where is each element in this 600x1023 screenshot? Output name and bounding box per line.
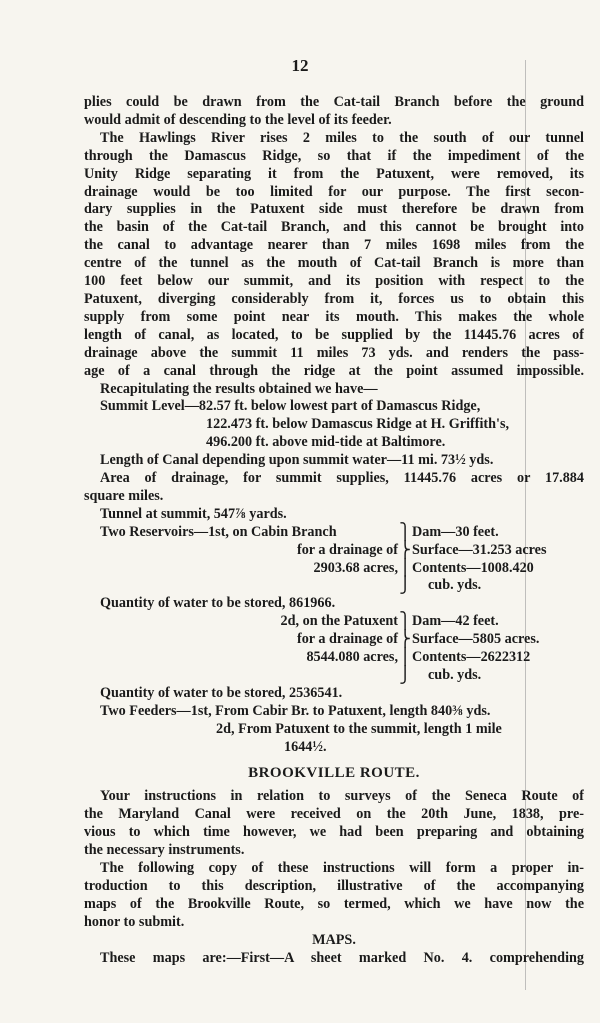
text-line: Recapitulating the results obtained we have— xyxy=(100,380,378,397)
quantity-line: Quantity of water to be stored, 2536541. xyxy=(100,684,343,701)
reservoir-1-stat: cub. yds. xyxy=(428,577,482,594)
text-line: the Maryland Canal were received on the 20th June, 1838, pre- xyxy=(84,806,584,823)
text-line: honor to submit. xyxy=(84,913,185,930)
text-line: supply from some point near its mouth. This makes the whole xyxy=(84,308,584,325)
quantity-line: Quantity of water to be stored, 861966. xyxy=(100,595,336,612)
reservoir-1-stat: Contents—1008.420 xyxy=(412,559,534,576)
tunnel-line: Tunnel at summit, 547⅞ yards. xyxy=(100,505,287,522)
reservoir-1-stat: Dam—30 feet. xyxy=(412,523,499,540)
summit-level-line: 122.473 ft. below Damascus Ridge at H. Griffith's, xyxy=(206,416,510,433)
text-line: would admit of descending to the level of its feeder. xyxy=(84,111,392,128)
feeder-line: 2d, From Patuxent to the summit, length 1 mile xyxy=(216,720,502,737)
text-line: These maps are:—First—A sheet marked No. 4. comprehending xyxy=(100,949,584,966)
reservoir-2-stat: Dam—42 feet. xyxy=(412,613,499,630)
text-line: age of a canal through the ridge at the point assumed impossible. xyxy=(84,362,584,379)
text-line: plies could be drawn from the Cat-tail Branch before the ground xyxy=(84,94,584,110)
reservoir-2-detail: 8544.080 acres, xyxy=(306,649,398,666)
text-line: length of canal, as located, to be supplied by the 11445.76 acres of xyxy=(84,326,584,343)
text-line: the necessary instruments. xyxy=(84,842,245,859)
text-line: drainage would be too limited for our purpose. The first secon- xyxy=(84,183,584,200)
summit-level-line: Summit Level—82.57 ft. below lowest part of Damascus Ridge, xyxy=(100,398,481,415)
text-line: Unity Ridge separating it from the Patuxent, were removed, its xyxy=(84,165,584,182)
reservoir-1-label: Two Reservoirs—1st, on Cabin Branch xyxy=(100,523,337,540)
text-line: dary supplies in the Patuxent side must therefore be drawn from xyxy=(84,201,584,218)
text-line: the basin of the Cat-tail Branch, and this cannot be brought into xyxy=(84,219,584,236)
reservoir-1-block xyxy=(84,524,584,596)
section-heading: BROOKVILLE ROUTE. xyxy=(248,764,420,781)
reservoir-1-stat: Surface—31.253 acres xyxy=(412,541,547,558)
drainage-area-line: Area of drainage, for summit supplies, 11445.76 acres or 17.884 xyxy=(100,470,584,487)
reservoir-2-stat: Contents—2622312 xyxy=(412,649,531,666)
feeder-line: 1644½. xyxy=(284,738,327,755)
text-line: Patuxent, diverging considerably from it, forces us to obtain this xyxy=(84,290,584,307)
page-number: 12 xyxy=(291,56,309,75)
reservoir-1-detail: for a drainage of xyxy=(296,541,398,558)
text-line: Your instructions in relation to surveys of the Seneca Route of xyxy=(100,788,584,805)
reservoir-1-detail: 2903.68 acres, xyxy=(313,559,398,576)
brace-icon: ⎫ ⎬ ⎪ ⎭ xyxy=(399,523,411,595)
reservoir-2-detail: for a drainage of xyxy=(296,631,398,648)
canal-length-line: Length of Canal depending upon summit water—11 mi. 73½ yds. xyxy=(100,452,494,469)
reservoir-2-label: 2d, on the Patuxent xyxy=(280,613,398,630)
feeder-line: Two Feeders—1st, From Cabir Br. to Patuxent, length 840⅜ yds. xyxy=(100,702,491,719)
text-line: the canal to advantage nearer than 7 miles 1698 miles from the xyxy=(84,237,584,254)
maps-heading: MAPS. xyxy=(312,931,356,948)
reservoir-2-stat: cub. yds. xyxy=(428,667,482,683)
brace-icon: ⎫ ⎬ ⎪ ⎭ xyxy=(399,613,411,684)
text-line: through the Damascus Ridge, so that if the impediment of the xyxy=(84,147,584,164)
text-line: troduction to this description, illustrative of the accompanying xyxy=(84,877,584,894)
text-line: drainage above the summit 11 miles 73 yds. and renders the pass- xyxy=(84,344,584,361)
text-line: maps of the Brookville Route, so termed, which we have now the xyxy=(84,895,584,912)
text-line: vious to which time however, we had been preparing and obtaining xyxy=(84,824,584,841)
text-line: The following copy of these instructions will form a proper in- xyxy=(100,860,584,877)
page-body xyxy=(84,94,584,968)
reservoir-2-block xyxy=(84,613,584,685)
summit-level-line: 496.200 ft. above mid-tide at Baltimore. xyxy=(206,434,446,451)
drainage-area-line: square miles. xyxy=(84,487,164,504)
text-line: 100 feet below our summit, and its position with respect to the xyxy=(84,273,584,290)
text-line: The Hawlings River rises 2 miles to the south of our tunnel xyxy=(100,129,584,146)
reservoir-2-stat: Surface—5805 acres. xyxy=(412,631,540,648)
text-line: centre of the tunnel as the mouth of Cat-tail Branch is more than xyxy=(84,255,584,272)
